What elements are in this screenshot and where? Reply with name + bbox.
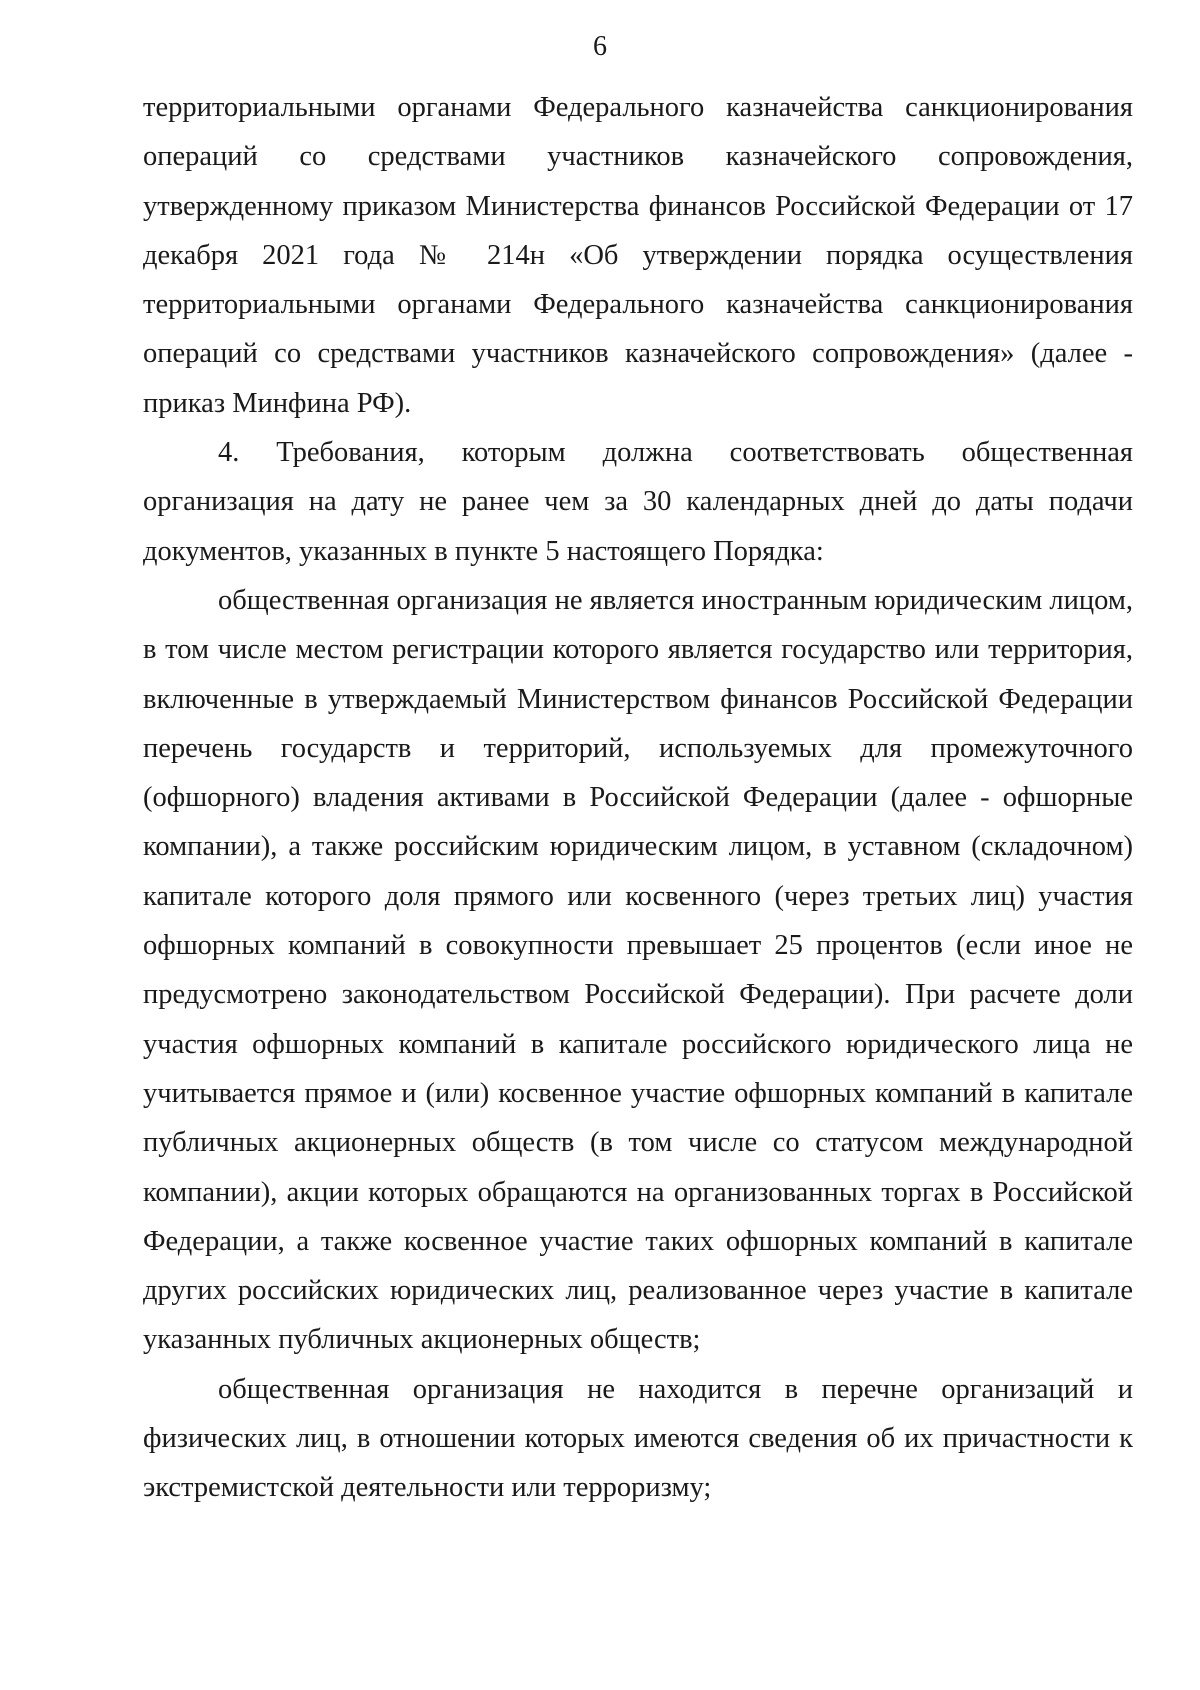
paragraph-offshore-requirement: общественная организация не является иностранным юридическим лицом, в том числе местом регистрации которого является государство или территория, включенные в утверждаемый Министерством финансов Российской Федерации перечень государств и территорий, используемых для промежуточного (офшорного) владения активами в Российской Федерации (далее - офшорные компании), а также российским юридическим лицом, в уставном (складочном) капитале которого доля прямого или косвенного (через третьих лиц) участия офшорных компаний в совокупности превышает 25 процентов (если иное не предусмотрено законодательством Российской Федерации). При расчете доли участия офшорных компаний в капитале российского юридического лица не учитывается прямое и (или) косвенное участие офшорных компаний в капитале публичных акционерных обществ (в том числе со статусом международной компании), акции которых обращаются на организованных торгах в Российской Федерации, а также косвенное участие таких офшорных компаний в капитале других российских юридических лиц, реализованное через участие в капитале указанных публичных акционерных обществ; bbox=[143, 584, 1133, 1356]
paragraph-item-4: 4. Требования, которым должна соответствовать общественная организация на дату не ранее чем за 30 календарных дней до даты подачи документов, указанных в пункте 5 настоящего Порядка: bbox=[143, 437, 1133, 567]
page-number: 6 bbox=[593, 31, 607, 62]
document-body bbox=[143, 83, 1133, 1513]
paragraph-extremism-requirement: общественная организация не находится в перечне организаций и физических лиц, в отношении которых имеются сведения об их причастности к экстремистской деятельности или терроризму; bbox=[143, 1373, 1133, 1504]
paragraph-continuation: территориальными органами Федерального казначейства санкционирования операций со средствами участников казначейского сопровождения, утвержденному приказом Министерства финансов Российской Федерации от 17 декабря 2021 года № 214н «Об утверждении порядка осуществления территориальными органами Федерального казначейства санкционирования операций со средствами участников казначейского сопровождения» (далее - приказ Минфина РФ). bbox=[143, 92, 1133, 419]
